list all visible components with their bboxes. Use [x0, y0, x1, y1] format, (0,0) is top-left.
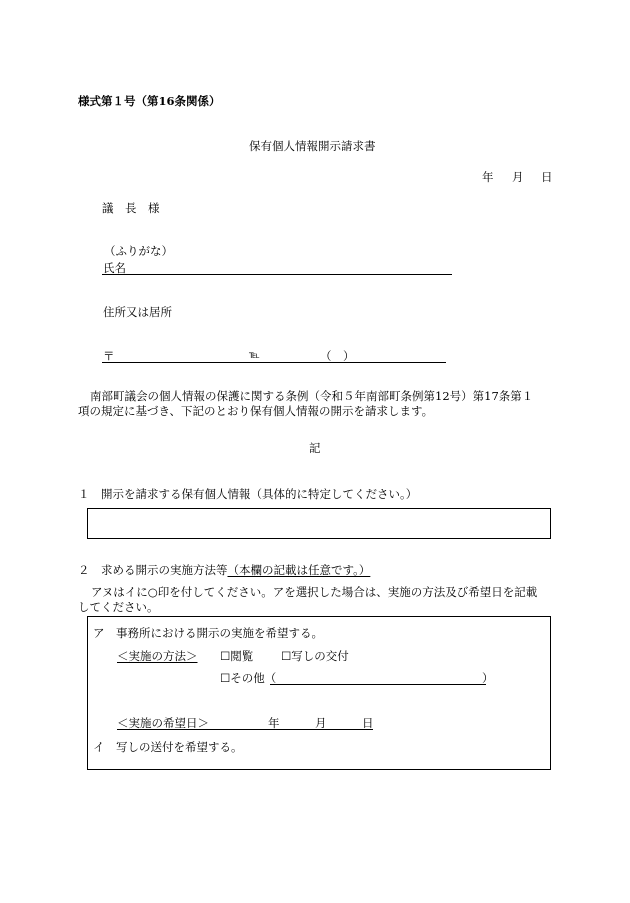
intro-line-1: 南部町議会の個人情報の保護に関する条例（令和５年南部町条例第12号）第17条第１: [90, 389, 534, 403]
addressee: 議 長 様: [102, 201, 160, 215]
method-label: ＜実施の方法＞: [117, 649, 198, 663]
section2-note-line-1: アヌはイに○印を付してください。アを選択した場合は、実施の方法及び希望日を記載: [91, 585, 538, 599]
wish-year: 年: [268, 716, 280, 730]
furigana-label: （ふりがな）: [104, 244, 173, 258]
option-a[interactable]: ア 事務所における開示の実施を希望する。: [93, 626, 323, 640]
name-label: 氏名: [103, 261, 126, 275]
section2-heading-main: ２ 求める開示の実施方法等: [78, 563, 228, 577]
method-other-field-line[interactable]: [270, 684, 486, 685]
section1-input-box[interactable]: [87, 508, 551, 539]
section1-heading: １ 開示を請求する保有個人情報（具体的に特定してください。）: [78, 487, 418, 501]
method-other-close: ）: [482, 671, 494, 685]
form-number: 様式第１号（第16条関係）: [78, 94, 221, 108]
intro-line-2: 項の規定に基づき、下記のとおり保有個人情報の開示を請求します。: [78, 404, 434, 418]
method-option-view[interactable]: ☐閲覧: [220, 649, 254, 663]
date-month-label: 月: [512, 170, 524, 184]
page-title: 保有個人情報開示請求書: [249, 139, 376, 153]
wish-month: 月: [315, 716, 327, 730]
date-wish-label: ＜実施の希望日＞: [117, 716, 209, 730]
method-option-other[interactable]: ☐その他（: [220, 671, 277, 685]
option-b[interactable]: イ 写しの送付を希望する。: [93, 740, 243, 754]
name-field-line[interactable]: [102, 274, 452, 275]
section2-note-line-2: してください。: [78, 600, 159, 614]
address-label: 住所又は居所: [103, 305, 172, 319]
wish-day: 日: [362, 716, 374, 730]
method-option-copy[interactable]: ☐写しの交付: [281, 649, 349, 663]
section2-heading-note: （本欄の記載は任意です。）: [227, 563, 371, 577]
ki-heading: 記: [309, 441, 321, 455]
address-field-line[interactable]: [102, 362, 446, 363]
date-year-label: 年: [482, 170, 494, 184]
tel-paren: （ ）: [320, 349, 355, 363]
date-day-label: 日: [541, 170, 553, 184]
section2-heading: [78, 563, 370, 577]
date-wish-line[interactable]: [117, 729, 373, 730]
postal-mark: 〒: [103, 349, 115, 363]
tel-mark: ℡: [249, 350, 260, 361]
